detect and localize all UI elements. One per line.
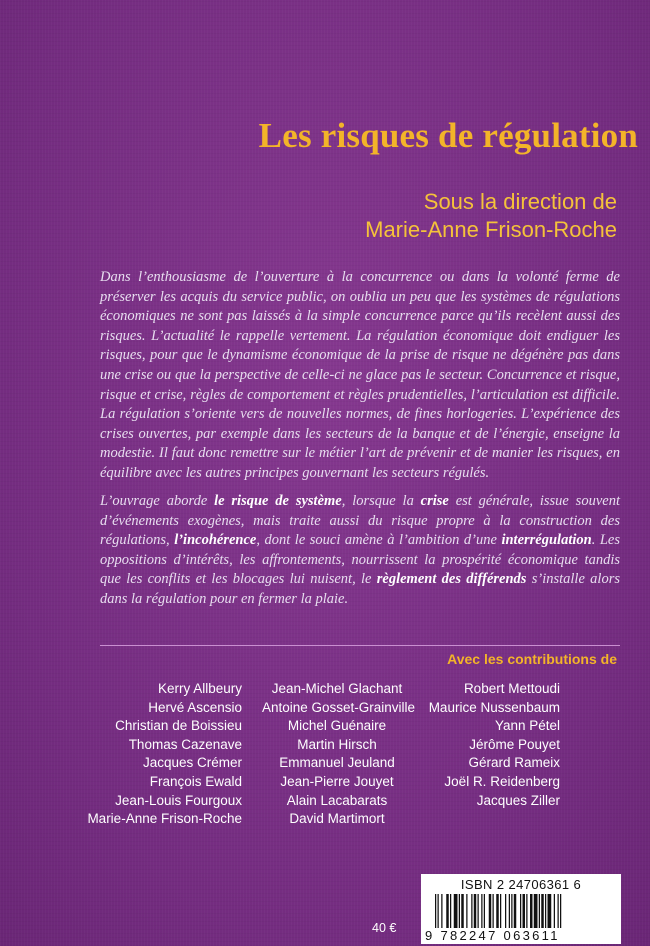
barcode-label	[421, 874, 621, 944]
contributor-name: Maurice Nussenbaum	[428, 699, 560, 715]
barcode-bar	[441, 894, 442, 928]
barcode-bar	[548, 894, 552, 928]
contributions-divider	[100, 645, 620, 646]
abstract-keyword: le risque de système	[214, 493, 342, 509]
contributor-name: Christian de Boissieu	[115, 718, 242, 734]
contributor-name: Hervé Ascensio	[148, 699, 242, 715]
abstract-keyword: interrégulation	[501, 532, 592, 549]
barcode-bar	[511, 894, 512, 928]
barcode-bar	[450, 894, 451, 928]
barcode-bar	[446, 894, 449, 928]
contributor-name: Michel Guénaire	[287, 718, 387, 734]
barcode-bar	[496, 894, 499, 928]
contributor-name: Jacques Crémer	[142, 755, 242, 771]
contributor-name: Joël R. Reidenberg	[444, 773, 560, 789]
barcode-bar	[435, 894, 436, 928]
barcode-bar	[545, 894, 546, 928]
barcode-bar	[539, 894, 540, 928]
abstract-text: s’installe alors dans la régulation pour en fermer la plaie.	[100, 571, 621, 607]
barcode-bar	[493, 894, 494, 928]
barcode-bar	[474, 894, 477, 928]
ean-number: 9 782247 063611	[425, 928, 560, 943]
contributor-name: Gérard Rameix	[468, 755, 560, 771]
barcode-bar	[459, 894, 460, 928]
contributor-name: Marie-Anne Frison-Roche	[87, 811, 242, 827]
contributor-name: Robert Mettoudi	[463, 681, 560, 696]
barcode-bar	[438, 894, 439, 928]
barcode-bar	[500, 894, 501, 928]
barcode-bar	[454, 894, 458, 928]
abstract-text: L’ouvrage aborde	[100, 493, 215, 509]
abstract-text: est générale, issue souvent d’événements exogènes, mais traite aussi du risque propre à la construction des régulations,	[100, 493, 620, 549]
barcode-bar	[554, 894, 555, 928]
contributor-name: Kerry Allbeury	[157, 681, 242, 696]
abstract-keyword: règlement des différends	[376, 571, 527, 588]
barcode-bar	[489, 894, 492, 928]
contributor-name: François Ewald	[149, 773, 242, 789]
abstract-text: . Les oppositions d’intérêts, les affrontements, nourrissent la prospérité économique tandis que les conflits et les blocages lui nuisent, le	[100, 532, 620, 588]
barcode-bar	[530, 894, 533, 928]
contributor-name: Emmanuel Jeuland	[279, 755, 395, 771]
barcode-bar	[471, 894, 472, 928]
contributor-name: Yann Pétel	[494, 718, 560, 734]
barcode-bar	[526, 894, 527, 928]
contributor-name: David Martimort	[289, 811, 385, 827]
contributor-name: Martin Hirsch	[297, 736, 377, 752]
abstract-keyword: crise	[420, 493, 449, 509]
barcode-bar	[478, 894, 479, 928]
contributor-name: Jean-Michel Glachant	[271, 681, 403, 696]
barcode-bar	[560, 894, 561, 928]
contributor-name: Antoine Gosset-Grainville	[262, 699, 416, 715]
barcode-bar	[541, 894, 544, 928]
contributor-name: Jean-Louis Fourgoux	[115, 792, 242, 808]
contributor-name: Jérôme Pouyet	[469, 736, 560, 752]
abstract-text: , dont le souci amène à l’ambition d’une	[256, 532, 502, 549]
contributions-title: Avec les contributions de	[447, 651, 617, 667]
price-label: 40 €	[372, 921, 397, 935]
barcode-bar	[484, 894, 485, 928]
barcode-bar	[534, 894, 538, 928]
book-title: Les risques de régulation	[258, 116, 638, 155]
barcode-bar	[509, 894, 510, 928]
barcode-icon	[435, 894, 609, 928]
contributor-name: Jacques Ziller	[476, 792, 560, 808]
direction-label: Sous la direction de	[423, 189, 617, 214]
isbn-number: ISBN 2 24706361 6	[460, 877, 582, 892]
contributor-name: Jean-Pierre Jouyet	[280, 773, 394, 789]
barcode-bar	[520, 894, 521, 928]
contributor-name: Alain Lacabarats	[286, 792, 388, 808]
editor-name: Marie-Anne Frison-Roche	[365, 217, 617, 242]
abstract-text: , lorsque la	[341, 493, 421, 509]
contributors-column-1	[60, 680, 242, 829]
contributor-name: Thomas Cazenave	[128, 736, 242, 752]
contributors-column-3	[420, 680, 560, 810]
abstract-keyword: l’incohérence	[174, 532, 257, 549]
abstract-paragraph-2	[100, 492, 620, 610]
barcode-bar	[466, 894, 467, 928]
barcode-bar	[558, 894, 559, 928]
editor-credit	[0, 188, 617, 244]
contributors-column-2	[262, 680, 416, 829]
barcode-bar	[481, 894, 482, 928]
barcode-bar	[523, 894, 526, 928]
abstract-paragraph-1: Dans l’enthousiasme de l’ouverture à la concurrence ou dans la volonté ferme de préserver les acquis du service public, on oublia un peu que les systèmes de régulations économiques ne sont pas laissés à la simple concurrence parce qu’ils recèlent aussi des risques. L’actualité le rappelle vertement. La régulation économique doit endiguer les risques, pour que le dynamisme économique de la prise de risque ne dégénère pas dans une crise ou que la perspective de celle-ci ne glace pas le secteur. Concurrence et risque, risque et crise, règles de comportement et règles prudentielles, l’articulation est difficile. La régulation s’oriente vers de nouvelles normes, de fines horlogeries. L’expérience des crises ouvertes, par exemple dans les secteurs de la banque et de l’énergie, enseigne la modestie. Il faut donc remettre sur le métier l’art de prévenir et de manier les risques, en équilibre avec les autres principes gouvernant les secteurs régulés.	[100, 269, 620, 481]
barcode-bar	[505, 894, 506, 928]
barcode-bar	[514, 894, 517, 928]
barcode-bar	[461, 894, 464, 928]
